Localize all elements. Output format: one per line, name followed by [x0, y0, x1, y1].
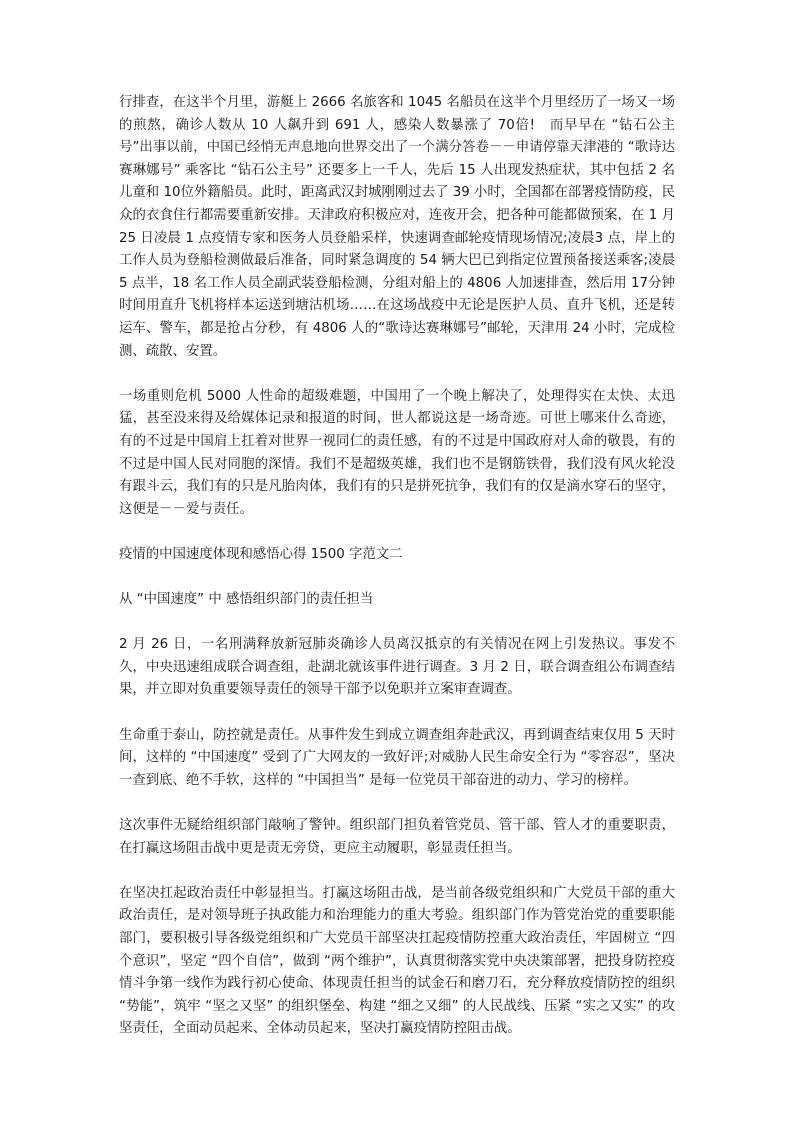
section-subtitle: 从 “中国速度” 中 感悟组织部门的责任担当 — [119, 592, 374, 608]
paragraph-political-responsibility: 在坚决扛起政治责任中彰显担当。打赢这场阻击战，是当前各级党组织和广大党员干部的重大政治责任，是对领导班子执政能力和治理能力的重大考验。组织部门作为管党治党的重要职能部门，要积极引导各级党组织和广大党员干部坚决扛起疫情防控重大政治责任，牢固树立 “四个意识”，坚定 “四个自信”，做到 “两个维护”，认真贯彻落实党中央决策部署，把投身防控疫情斗争第一线作为践行初心使命、体现责任担当的试金石和磨刀石，充分释放疫情防控的组织 “势能”，筑牢 “坚之又坚” 的组织堡垒、构建 “细之又细” 的人民战线、压紧 “实之又实” 的攻坚责任，全面动员起来、全体动员起来，坚决打赢疫情防控阻击战。 — [119, 885, 675, 1037]
paragraph-warning: 这次事件无疑给组织部门敲响了警钟。组织部门担负着管党员、管干部、管人才的重要职责，在打赢这场阻击战中更是责无旁贷，更应主动履职，彰显责任担当。 — [119, 818, 675, 856]
section-title: 疫情的中国速度体现和感悟心得 1500 字范文二 — [119, 546, 403, 562]
document-body — [119, 92, 675, 1064]
paragraph-investigation: 2 月 26 日，一名刑满释放新冠肺炎确诊人员离汉抵京的有关情况在网上引发热议。事发不久，中央迅速组成联合调查组，赴湖北就该事件进行调查。3 月 2 日，联合调查组公布调查结果，并立即对负重要领导责任的领导干部予以免职并立案审查调查。 — [119, 637, 675, 698]
paragraph-love-and-responsibility: 一场重则危机 5000 人性命的超级难题，中国用了一个晚上解决了，处理得实在太快、太迅猛，甚至没来得及给媒体记录和报道的时间，世人都说这是一场奇迹。可世上哪来什么奇迹，有的不过是中国肩上扛着对世界一视同仁的责任感，有的不过是中国政府对人命的敬畏，有的不过是中国人民对同胞的深情。我们不是超级英雄，我们也不是钢筋铁骨，我们没有风火轮没有跟斗云，我们有的只是凡胎肉体，我们有的只是拼死抗争，我们有的仅是滴水穿石的坚守，这便是－－爱与责任。 — [119, 388, 675, 517]
paragraph-diamond-princess-comparison: 行排查，在这半个月里，游艇上 2666 名旅客和 1045 名船员在这半个月里经历了一场又一场的煎熬，确诊人数从 10 人飙升到 691 人，感染人数暴涨了 70倍! 而早早在 “钻石公主号”出事以前，中国已经悄无声息地向世界交出了一个满分答卷－－申请停靠天津港的 “歌诗达赛琳娜号” 乘客比 “钻石公主号” 还要多上一千人，先后 15 人出现发热症状，其中包括 2 名儿童和 10位外籍船员。此时，距离武汉封城刚刚过去了 39 小时，全国都在部署疫情防疫，民众的衣食住行都需要重新安排。天津政府积极应对，连夜开会，把各种可能都做预案，在 1 月 25 日凌晨 1 点疫情专家和医务人员登船采样，快速调查邮轮疫情现场情况;凌晨3 点，岸上的工作人员为登船检测做最后准备，同时紧急调度的 54 辆大巴已到指定位置预备接送乘客;凌晨 5 点半，18 名工作人员全副武装登船检测，分组对船上的 4806 人加速排查，然后用 17分钟时间用直升飞机将样本运送到塘沽机场……在这场战疫中无论是医护人员、直升飞机，还是转运车、警车，都是抢占分秒，有 4806 人的“歌诗达赛琳娜号”邮轮，天津用 24 小时，完成检测、疏散、安置。 — [119, 95, 675, 359]
paragraph-life-first: 生命重于泰山，防控就是责任。从事件发生到成立调查组奔赴武汉，再到调查结束仅用 5 天时间，这样的 “中国速度” 受到了广大网友的一致好评;对威胁人民生命安全行为 “零容忍”，坚决一查到底、绝不手软，这样的 “中国担当” 是每一位党员干部奋进的动力、学习的榜样。 — [119, 727, 675, 788]
